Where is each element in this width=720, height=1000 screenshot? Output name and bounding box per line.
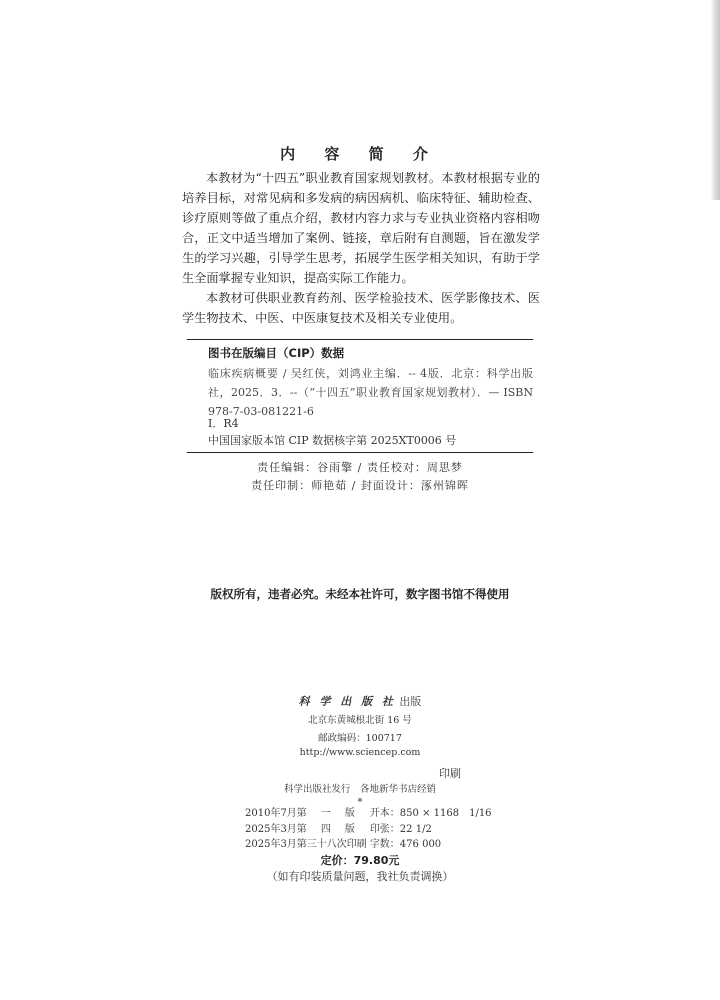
edition-number: 四 (320, 823, 331, 835)
cip-header: 图书在版编目（CIP）数据 (208, 346, 345, 360)
edition-number: 一 (320, 808, 331, 819)
publisher-suffix: 出版 (399, 695, 422, 708)
cip-top-divider (187, 339, 533, 340)
edition-date: 2025年3月第 (245, 823, 307, 835)
publisher-postcode: 邮政编码：100717 (318, 733, 402, 744)
price: 定价：79.80元 (320, 854, 400, 867)
edition-row (245, 837, 495, 853)
edition-unit: 版 (344, 808, 355, 819)
edition-unit: 版 (344, 823, 355, 835)
publisher-address: 北京东黄城根北街 16 号 (308, 715, 412, 726)
edition-row (245, 822, 495, 838)
edition-spec: 开本：850 × 1168 1/16 (369, 808, 492, 819)
cip-classification: Ⅰ．R4 (208, 417, 239, 430)
distribution-line: 科学出版社发行 各地新华书店经销 (283, 784, 436, 795)
edition-table (245, 806, 495, 853)
cip-number: 中国国家版本馆 CIP 数据核字第 2025XT0006 号 (208, 434, 457, 447)
publisher-name: 科 学 出 版 社 (298, 695, 396, 708)
quality-note: （如有印装质量问题，我社负责调换） (266, 870, 454, 883)
publisher-line (0, 693, 720, 709)
summary-paragraph-2: 本教材可供职业教育药剂、医学检验技术、医学影像技术、医学生物技术、中医、中医康复技术及相关专业使用。 (182, 291, 540, 325)
edition-date: 2010年7月第 (245, 808, 307, 819)
separator-star: * (357, 797, 363, 808)
summary-title: 内 容 简 介 (280, 145, 440, 163)
summary-paragraph-1: 本教材为“十四五”职业教育国家规划教材。本教材根据专业的培养目标，对常见病和多发病的病因病机、临床特征、辅助检查、诊疗原则等做了重点介绍，教材内容力求与专业执业资格内容相吻合，正文中适当增加了案例、链接，章后附有自测题，旨在激发学生的学习兴趣，引导学生思考，拓展学生医学相关知识，有助于学生全面掌握专业知识，提高实际工作能力。 (182, 171, 540, 285)
edition-spec: 印张：22 1/2 (369, 823, 432, 835)
credits-production: 责任印制：师艳茹 / 封面设计：涿州锦晖 (251, 479, 469, 492)
credits-editors: 责任编辑：谷雨擎 / 责任校对：周思梦 (257, 461, 463, 474)
edition-row (245, 806, 495, 822)
copyright-notice: 版权所有，违者必究。未经本社许可，数字图书馆不得使用 (210, 587, 510, 601)
cip-bottom-divider (187, 452, 533, 453)
edition-date: 2025年3月第三十八次印刷 (245, 839, 367, 850)
print-label: 印刷 (439, 767, 461, 780)
cip-description: 临床疾病概要 / 吴红侠，刘鸿业主编．-- 4版．北京：科学出版社，2025．3．--（“十四五”职业教育国家规划教材）．— ISBN 978-7-03-081221-6 (208, 367, 533, 418)
publisher-website: http://www.sciencep.com (299, 747, 421, 758)
page-edge-shadow (710, 0, 720, 200)
summary-text (182, 168, 540, 328)
edition-spec: 字数：476 000 (369, 839, 442, 850)
